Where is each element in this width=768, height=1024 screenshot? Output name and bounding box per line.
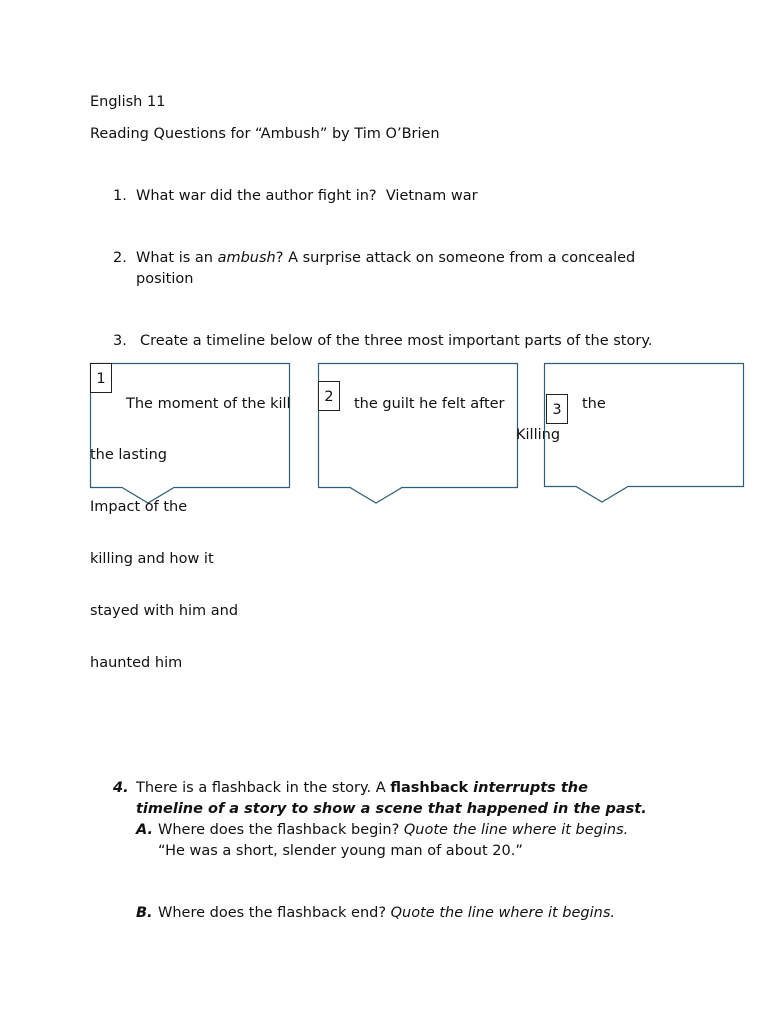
q4a-answer: “He was a short, slender young man of about 20.” bbox=[158, 843, 523, 859]
timeline-number-3: 3 bbox=[546, 394, 568, 424]
timeline-number-1: 1 bbox=[90, 363, 112, 393]
timeline-text-1: The moment of the kill bbox=[126, 396, 291, 412]
q4b-instruction: Quote the line where it begins. bbox=[390, 905, 616, 921]
q4-lead: There is a flashback in the story. A bbox=[136, 780, 391, 796]
timeline-text-2-continued: Killing bbox=[516, 427, 561, 443]
timeline-number-2: 2 bbox=[318, 381, 340, 411]
callout-shape-1 bbox=[90, 363, 292, 505]
q1-text bbox=[136, 186, 478, 206]
q4-term: flashback bbox=[390, 780, 469, 796]
q3-text: Create a timeline below of the three most important parts of the story. bbox=[140, 333, 653, 349]
q4a-label: A. bbox=[136, 822, 153, 838]
document-title: Reading Questions for “Ambush” by Tim O’Brien bbox=[90, 126, 440, 142]
timeline-text-2: the guilt he felt after bbox=[354, 396, 505, 412]
q1-question: What war did the author fight in? bbox=[136, 188, 377, 204]
timeline-overflow-line: stayed with him and bbox=[90, 603, 239, 619]
q4b-label: B. bbox=[136, 905, 153, 921]
q4a-instruction: Quote the line where it begins. bbox=[403, 822, 629, 838]
timeline-callout-3 bbox=[544, 363, 746, 505]
q2-term: ambush bbox=[217, 250, 276, 266]
q1-number: 1. bbox=[113, 188, 127, 204]
q2-line1 bbox=[136, 248, 635, 268]
q2-number: 2. bbox=[113, 250, 127, 266]
q2-answer-line2: position bbox=[136, 271, 194, 287]
q4-number: 4. bbox=[113, 780, 129, 796]
course-name: English 11 bbox=[90, 94, 166, 110]
timeline-overflow-line: haunted him bbox=[90, 655, 183, 671]
q4-line1 bbox=[136, 778, 588, 798]
timeline-callout-2 bbox=[318, 363, 520, 505]
timeline-overflow-line: Impact of the bbox=[90, 499, 188, 515]
q4b-question: Where does the flashback end? Quote the line where it begins. bbox=[158, 905, 616, 921]
q3-number: 3. bbox=[113, 333, 127, 349]
callout-shape-3 bbox=[544, 363, 746, 505]
q1-answer: Vietnam war bbox=[385, 188, 478, 204]
q2-answer-line1: A surprise attack on someone from a concealed bbox=[288, 250, 636, 266]
timeline-overflow-line: killing and how it bbox=[90, 551, 214, 567]
q4-definition-part1: interrupts the bbox=[468, 780, 588, 796]
q2-question-post: ? bbox=[275, 250, 284, 266]
q4a-question: Where does the flashback begin? Quote the line where it begins. bbox=[158, 822, 629, 838]
q4-definition-part2: timeline of a story to show a scene that happened in the past. bbox=[136, 801, 647, 817]
timeline-callout-1 bbox=[90, 363, 292, 505]
timeline-overflow-line: the lasting bbox=[90, 447, 167, 463]
timeline-text-3: the bbox=[582, 396, 606, 412]
callout-shape-2 bbox=[318, 363, 520, 505]
q2-question-pre: What is an bbox=[136, 250, 218, 266]
